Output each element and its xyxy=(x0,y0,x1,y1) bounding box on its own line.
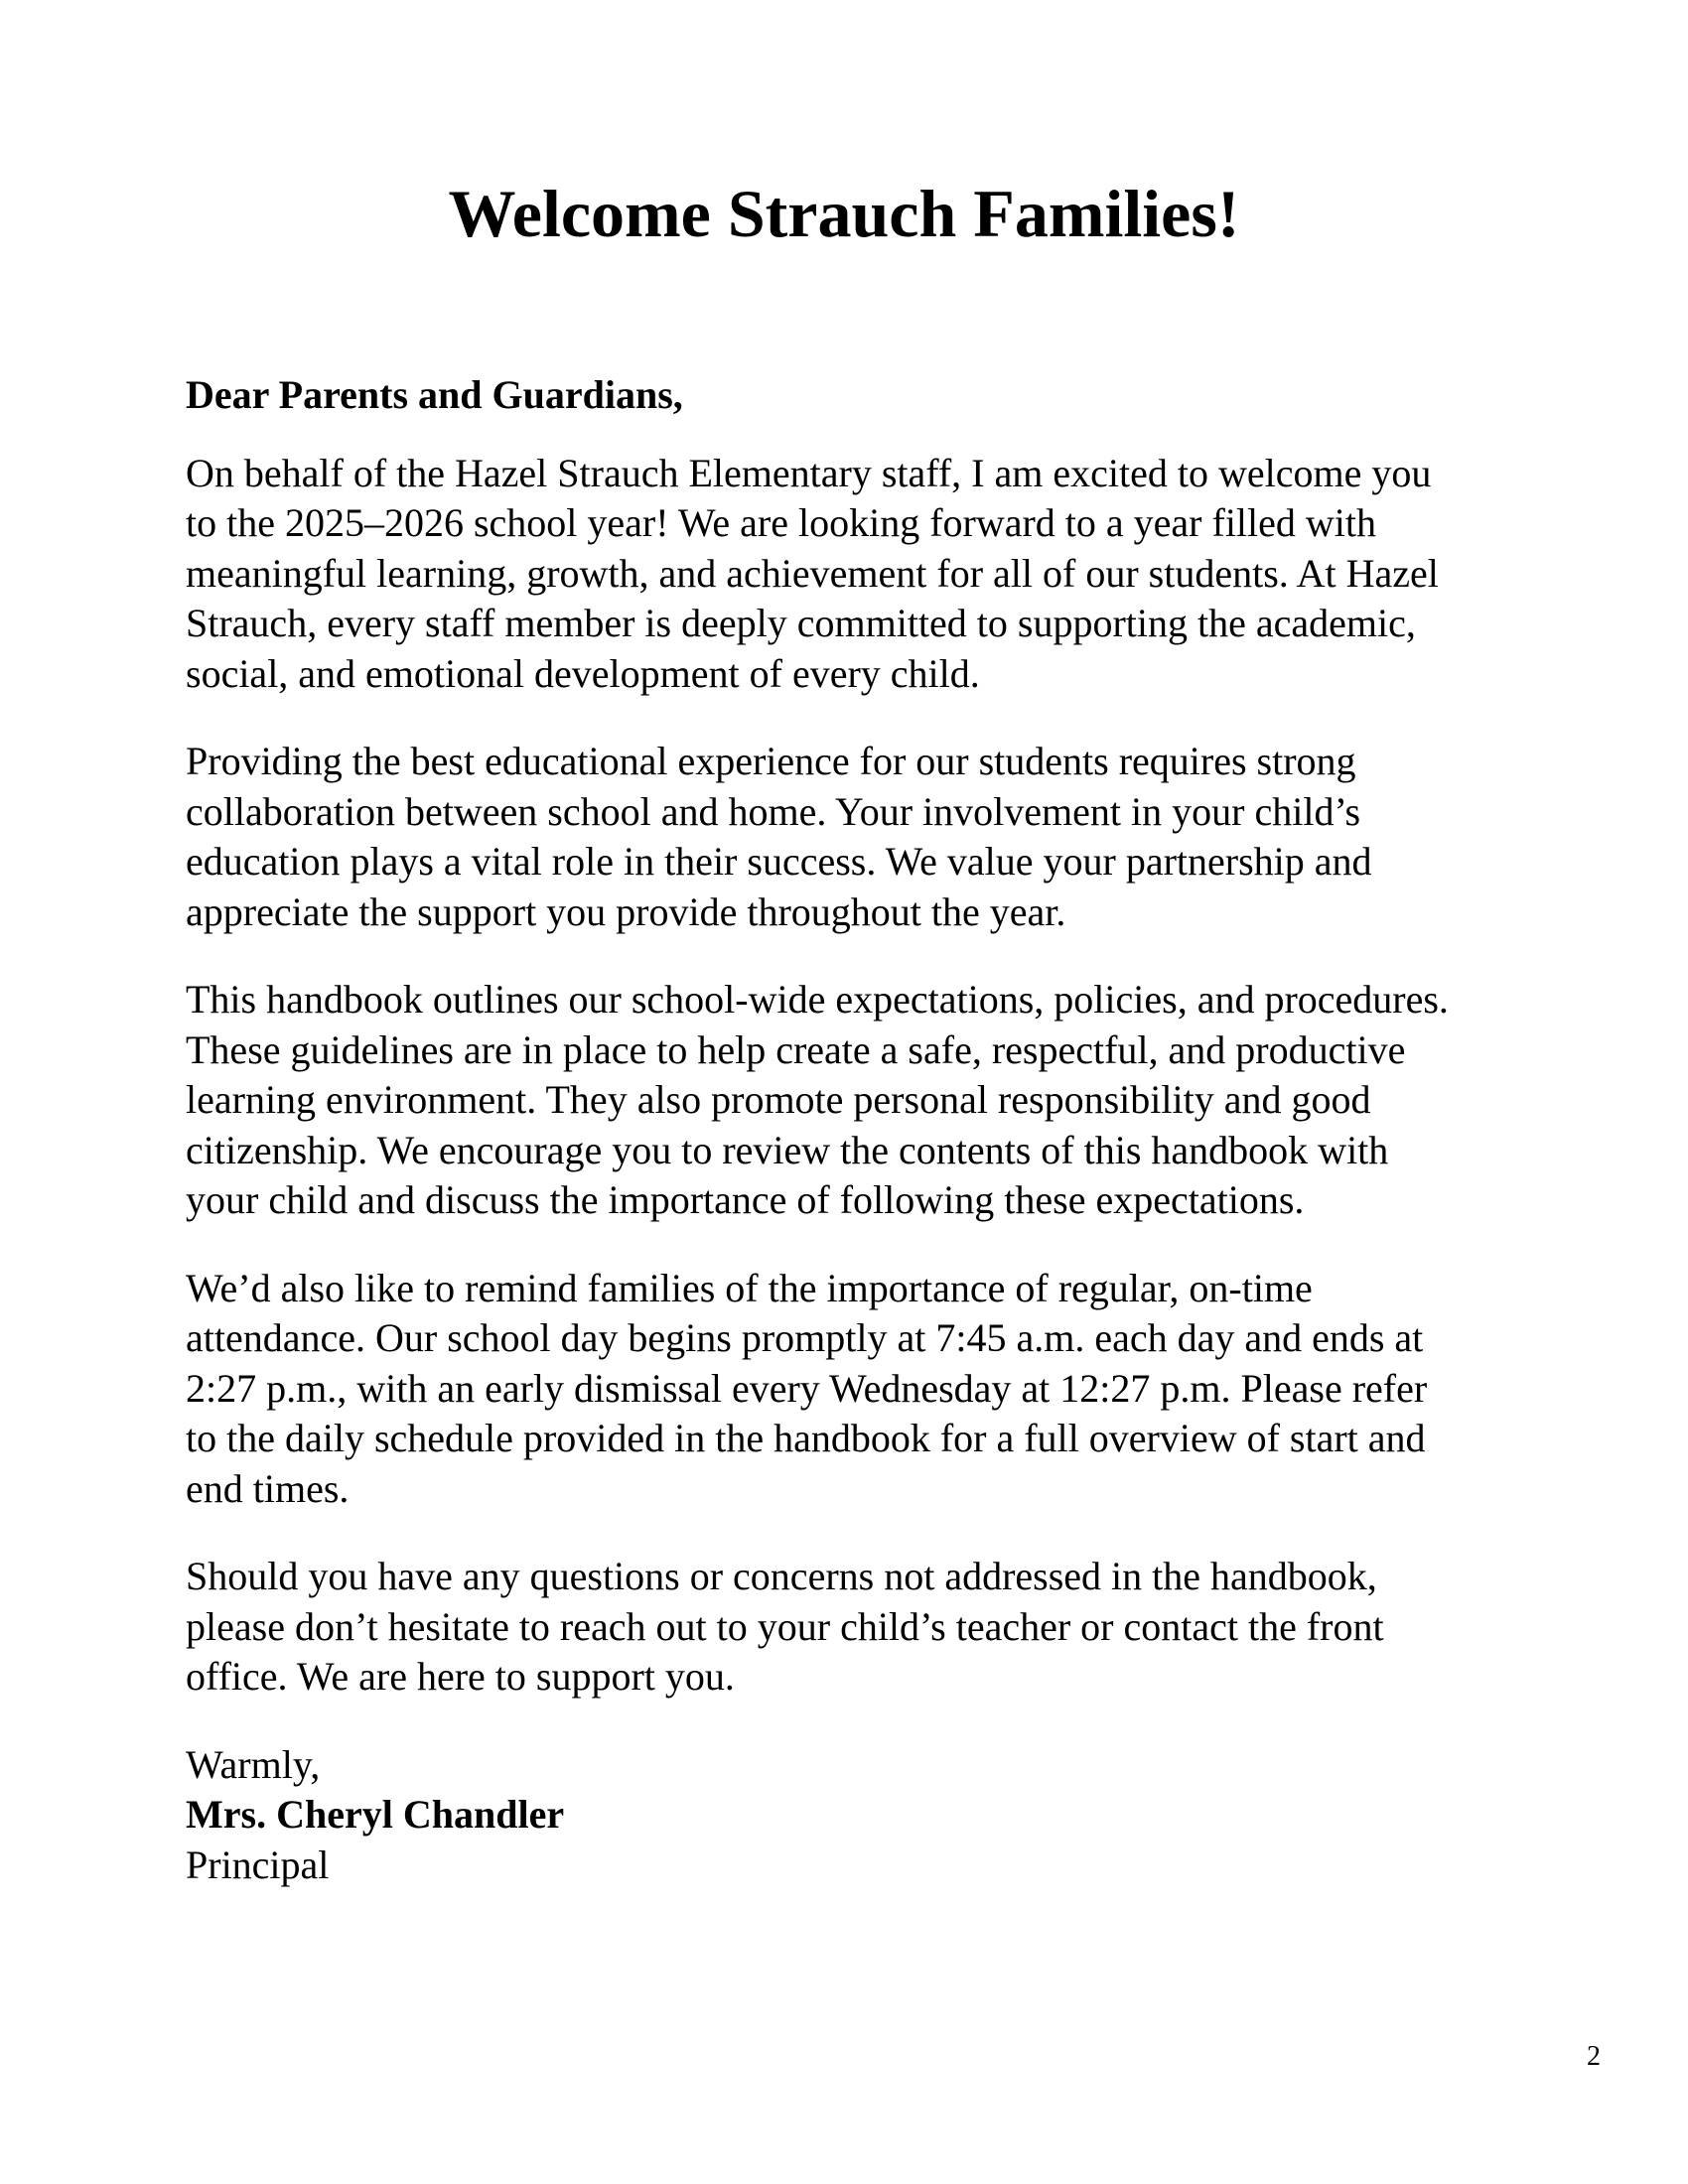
paragraph-line: We’d also like to remind families of the importance of regular, on-time xyxy=(186,1265,1313,1310)
paragraph-line: Should you have any questions or concerns not addressed in the handbook, xyxy=(186,1554,1377,1598)
paragraph-attendance xyxy=(186,1264,1596,1515)
page-title: Welcome Strauch Families! xyxy=(448,176,1240,251)
salutation: Dear Parents and Guardians, xyxy=(186,372,683,417)
signer-role: Principal xyxy=(186,1842,330,1887)
paragraph-line: to the 2025–2026 school year! We are looking forward to a year filled with xyxy=(186,500,1377,545)
paragraph-line: Providing the best educational experience for our students requires strong xyxy=(186,739,1356,783)
paragraph-collaboration xyxy=(186,737,1596,937)
page-number: 2 xyxy=(1587,2041,1601,2072)
paragraph-line: please don’t hesitate to reach out to your child’s teacher or contact the front xyxy=(186,1603,1384,1649)
paragraph-handbook xyxy=(186,975,1596,1226)
paragraph-line: collaboration between school and home. Your involvement in your child’s xyxy=(186,788,1361,834)
paragraph-line: education plays a vital role in their success. We value your partnership and xyxy=(186,839,1372,884)
paragraph-questions xyxy=(186,1552,1596,1703)
paragraph-line: meaningful learning, growth, and achievement for all of our students. At Hazel xyxy=(186,550,1439,596)
paragraph-line: your child and discuss the importance of following these expectations. xyxy=(186,1177,1305,1222)
paragraph-line: On behalf of the Hazel Strauch Elementary staff, I am excited to welcome you xyxy=(186,450,1432,495)
paragraph-line: These guidelines are in place to help create a safe, respectful, and productive xyxy=(186,1026,1406,1072)
paragraph-line: appreciate the support you provide throughout the year. xyxy=(186,888,1066,934)
paragraph-welcome xyxy=(186,449,1596,700)
paragraph-line: learning environment. They also promote personal responsibility and good xyxy=(186,1077,1371,1122)
paragraph-line: This handbook outlines our school-wide expectations, policies, and procedures. xyxy=(186,977,1449,1022)
signer-name: Mrs. Cheryl Chandler xyxy=(186,1792,565,1837)
closing: Warmly, xyxy=(186,1741,321,1787)
paragraph-line: social, and emotional development of every child. xyxy=(186,650,980,696)
paragraph-line: Strauch, every staff member is deeply committed to supporting the academic, xyxy=(186,601,1416,645)
signature-block xyxy=(186,1740,1596,1891)
paragraph-line: citizenship. We encourage you to review the contents of this handbook with xyxy=(186,1127,1389,1172)
letter-body xyxy=(186,370,1596,1890)
paragraph-line: attendance. Our school day begins promptly at 7:45 a.m. each day and ends at xyxy=(186,1315,1424,1360)
paragraph-line: end times. xyxy=(186,1465,350,1511)
paragraph-line: office. We are here to support you. xyxy=(186,1654,735,1699)
paragraph-line: 2:27 p.m., with an early dismissal every Wednesday at 12:27 p.m. Please refer xyxy=(186,1365,1428,1411)
paragraph-line: to the daily schedule provided in the handbook for a full overview of start and xyxy=(186,1416,1426,1460)
